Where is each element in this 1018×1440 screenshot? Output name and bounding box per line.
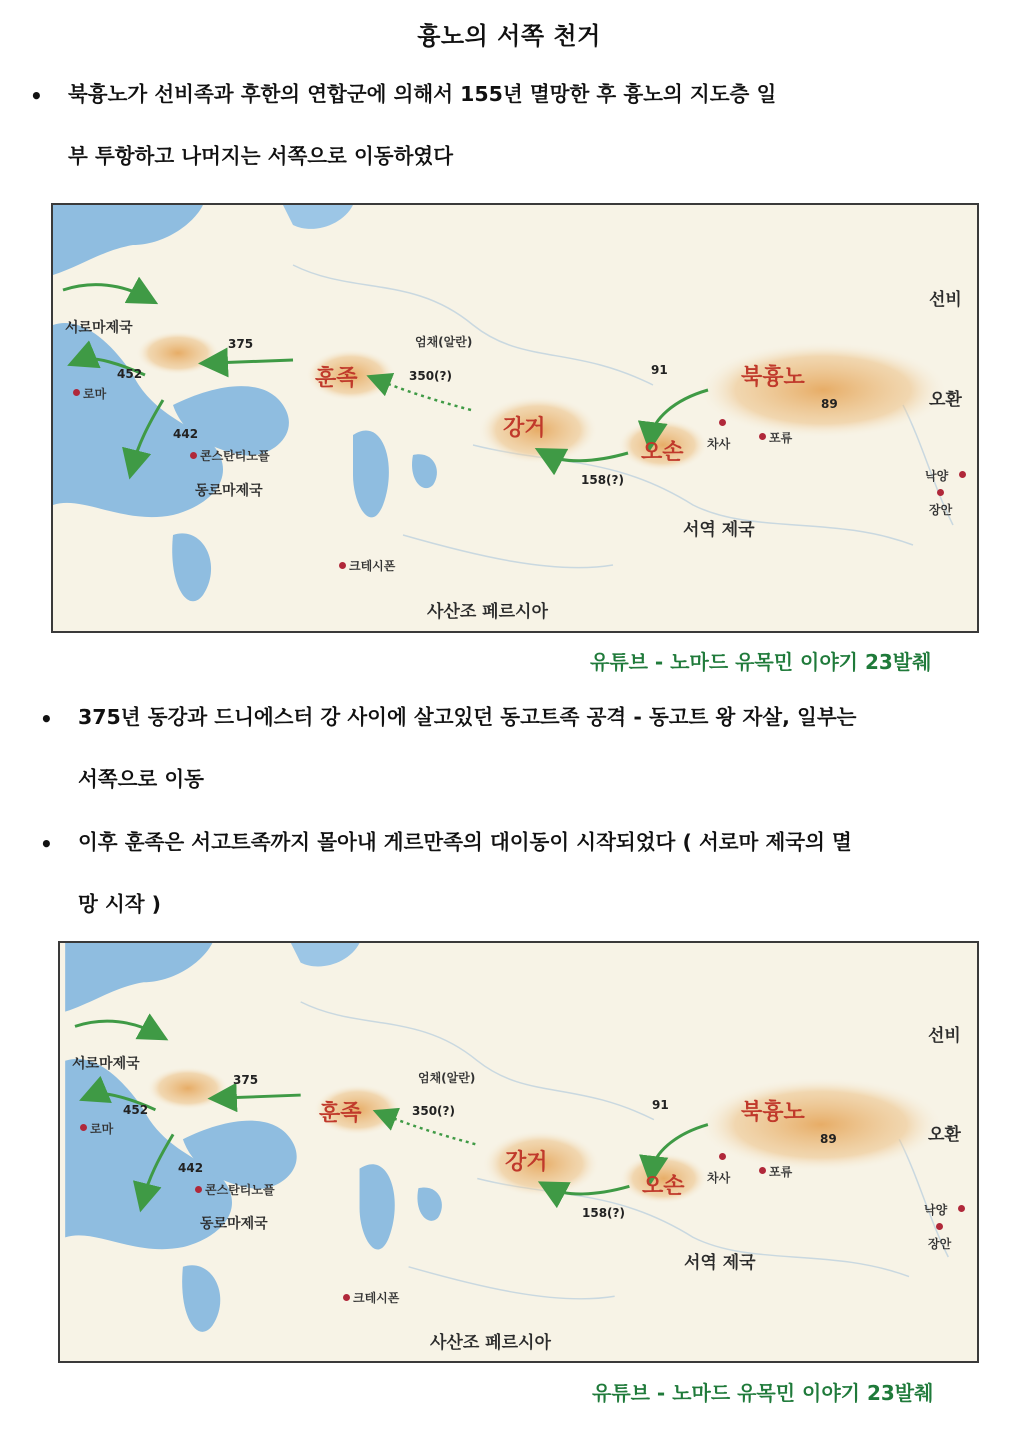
label-alans: 엄채(알란) — [418, 1071, 476, 1085]
label-western-rome: 서로마제국 — [65, 320, 133, 336]
label-wuhuan: 오환 — [929, 390, 962, 410]
bullet-mid-2-line2: 망 시작 ) — [78, 892, 162, 916]
bullet-top-line1: 북흉노가 선비족과 후한의 연합군에 의해서 155년 멸망한 후 흉노의 지도층 일 — [68, 82, 777, 106]
num-452: 452 — [123, 1103, 149, 1117]
credit-1: 유튜브 - 노마드 유목민 이야기 23발췌 — [590, 650, 932, 674]
label-xiyu: 서역 제국 — [684, 1253, 756, 1273]
num-442: 442 — [178, 1161, 204, 1175]
label-xianbei: 선비 — [928, 1026, 961, 1046]
label-western-rome: 서로마제국 — [72, 1056, 140, 1072]
num-375: 375 — [228, 337, 254, 351]
bullet-dot: • — [40, 707, 53, 731]
num-89: 89 — [821, 397, 838, 411]
city-luoyang-dot — [958, 1205, 965, 1212]
num-158: 158(?) — [581, 473, 624, 487]
num-350: 350(?) — [409, 369, 452, 383]
label-sassanid: 사산조 페르시아 — [430, 1333, 551, 1353]
label-wusun: 오손 — [641, 439, 684, 465]
num-91: 91 — [651, 363, 668, 377]
city-luoyang-dot — [959, 471, 966, 478]
label-eastern-rome: 동로마제국 — [200, 1216, 268, 1232]
city-rome-dot — [80, 1124, 87, 1131]
city-ctesiphon-dot — [339, 562, 346, 569]
label-ctesiphon: 크테시폰 — [353, 1291, 400, 1305]
label-xiyu: 서역 제국 — [683, 520, 755, 540]
label-constantinople: 콘스탄티노플 — [200, 449, 270, 463]
label-constantinople: 콘스탄티노플 — [205, 1183, 275, 1197]
label-changan: 장안 — [929, 503, 953, 517]
label-alans: 엄채(알란) — [415, 335, 473, 349]
label-north-xiongnu: 북흉노 — [741, 364, 805, 390]
label-pou: 포류 — [769, 1165, 793, 1179]
label-kangju: 강거 — [505, 1149, 548, 1175]
label-eastern-rome: 동로마제국 — [195, 483, 263, 499]
label-wusun: 오손 — [642, 1173, 685, 1199]
city-changan-dot — [936, 1223, 943, 1230]
bullet-mid-2-line1: 이후 훈족은 서고트족까지 몰아내 게르만족의 대이동이 시작되었다 ( 서로마 제국의 멸 — [78, 830, 852, 854]
num-350: 350(?) — [412, 1104, 455, 1118]
label-wuhuan: 오환 — [928, 1125, 961, 1145]
label-huns: 훈족 — [319, 1100, 362, 1126]
label-north-xiongnu: 북흉노 — [741, 1099, 805, 1125]
city-constantinople-dot — [195, 1186, 202, 1193]
city-ctesiphon-dot — [343, 1294, 350, 1301]
num-452: 452 — [117, 367, 143, 381]
city-chasa-dot — [719, 419, 726, 426]
label-chasa: 차사 — [707, 1171, 731, 1185]
num-442: 442 — [173, 427, 199, 441]
label-xianbei: 선비 — [929, 290, 962, 310]
bullet-top-line2: 부 투항하고 나머지는 서쪽으로 이동하였다 — [68, 144, 454, 168]
city-pou-dot — [759, 433, 766, 440]
city-constantinople-dot — [190, 452, 197, 459]
migration-map-1 — [51, 203, 979, 633]
label-pou: 포류 — [769, 431, 793, 445]
label-rome: 로마 — [90, 1122, 114, 1136]
bullet-dot: • — [30, 84, 43, 108]
page-title: 흉노의 서쪽 천거 — [417, 22, 601, 50]
label-huns: 훈족 — [315, 365, 358, 391]
city-rome-dot — [73, 389, 80, 396]
num-89: 89 — [820, 1132, 837, 1146]
bullet-mid-1-line2: 서쪽으로 이동 — [78, 767, 204, 791]
label-sassanid: 사산조 페르시아 — [427, 602, 548, 622]
migration-map-2 — [58, 941, 979, 1363]
label-luoyang: 낙양 — [924, 1203, 948, 1217]
bullet-dot: • — [40, 832, 53, 856]
label-luoyang: 낙양 — [925, 469, 949, 483]
num-375: 375 — [233, 1073, 259, 1087]
city-changan-dot — [937, 489, 944, 496]
credit-2: 유튜브 - 노마드 유목민 이야기 23발췌 — [592, 1381, 934, 1405]
label-rome: 로마 — [83, 387, 107, 401]
num-158: 158(?) — [582, 1206, 625, 1220]
city-pou-dot — [759, 1167, 766, 1174]
num-91: 91 — [652, 1098, 669, 1112]
label-ctesiphon: 크테시폰 — [349, 559, 396, 573]
label-changan: 장안 — [928, 1237, 952, 1251]
label-chasa: 차사 — [707, 437, 731, 451]
bullet-mid-1-line1: 375년 동강과 드니에스터 강 사이에 살고있던 동고트족 공격 - 동고트 왕 자살, 일부는 — [78, 705, 857, 729]
city-chasa-dot — [719, 1153, 726, 1160]
label-kangju: 강거 — [503, 415, 546, 441]
